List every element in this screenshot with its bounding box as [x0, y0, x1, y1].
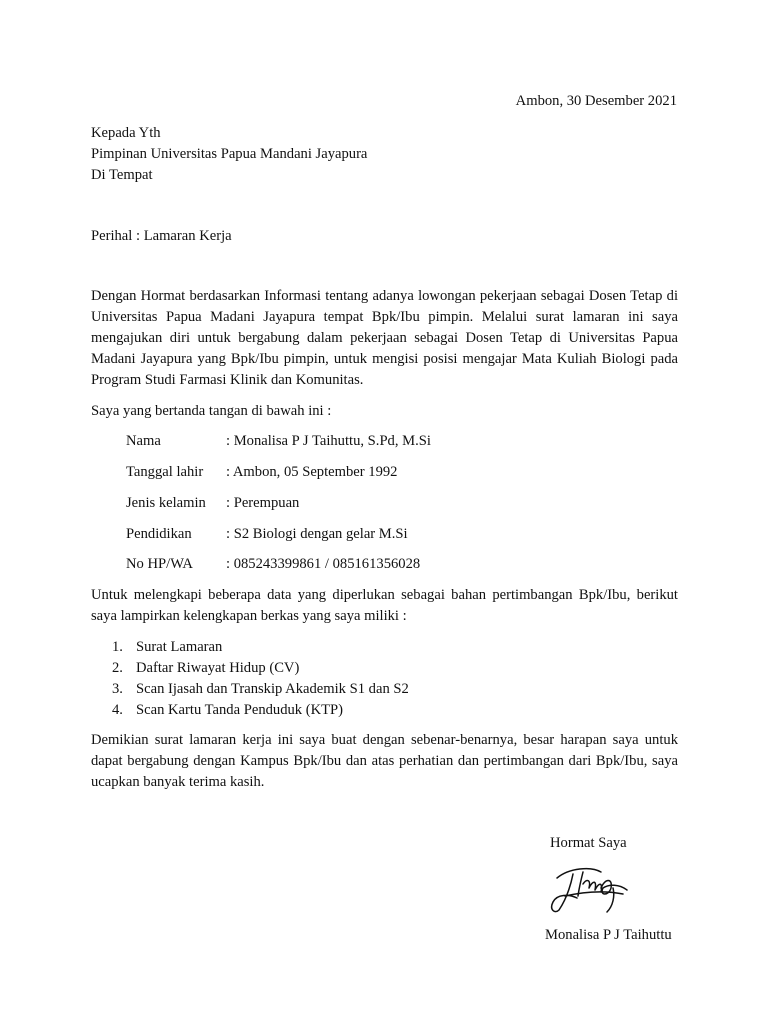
list-item — [112, 679, 409, 700]
identity-label: Nama — [126, 433, 161, 449]
recipient-block — [91, 123, 367, 186]
list-number: 3. — [112, 681, 123, 697]
identity-label: Tanggal lahir — [126, 464, 204, 480]
list-text: Surat Lamaran — [136, 639, 223, 655]
opening-paragraph: Dengan Hormat berdasarkan Informasi tentang adanya lowongan pekerjaan sebagai Dosen Tetap di Universitas Papua Madani Jayapura tempat Bpk/Ibu pimpin. Melalui surat lamaran ini saya mengajukan diri untuk bergabung dalam pekerjaan sebagai Dosen Tetap di Universitas Papua Madani Jayapura yang Bpk/Ibu pimpin, untuk mengisi posisi mengajar Mata Kuliah Biologi pada Program Studi Farmasi Klinik dan Komunitas. — [91, 288, 678, 388]
handwritten-signature — [543, 858, 631, 918]
recipient-line-3: Di Tempat — [91, 167, 153, 183]
list-text: Daftar Riwayat Hidup (CV) — [136, 660, 300, 676]
list-number: 2. — [112, 660, 123, 676]
identity-label: No HP/WA — [126, 556, 193, 572]
list-number: 1. — [112, 639, 123, 655]
identity-value: : Ambon, 05 September 1992 — [226, 464, 398, 480]
subject-line: Perihal : Lamaran Kerja — [91, 228, 232, 244]
closing-salutation: Hormat Saya — [550, 835, 627, 851]
identity-value: : Perempuan — [226, 495, 300, 511]
identity-value: : Monalisa P J Taihuttu, S.Pd, M.Si — [226, 433, 431, 449]
list-item — [112, 658, 409, 679]
place-date: Ambon, 30 Desember 2021 — [515, 93, 677, 109]
attachments-list — [112, 637, 409, 721]
list-item — [112, 637, 409, 658]
recipient-line-1: Kepada Yth — [91, 125, 161, 141]
identity-label: Pendidikan — [126, 526, 192, 542]
identity-value: : S2 Biologi dengan gelar M.Si — [226, 526, 408, 542]
list-item — [112, 700, 409, 721]
recipient-line-2: Pimpinan Universitas Papua Mandani Jayapura — [91, 146, 368, 162]
attachments-intro: Untuk melengkapi beberapa data yang diperlukan sebagai bahan pertimbangan Bpk/Ibu, berikut saya lampirkan kelengkapan berkas yang saya miliki : — [91, 587, 678, 624]
identity-intro: Saya yang bertanda tangan di bawah ini : — [91, 403, 332, 419]
closing-paragraph: Demikian surat lamaran kerja ini saya buat dengan sebenar-benarnya, besar harapan saya untuk dapat bergabung dengan Kampus Bpk/Ibu dan atas perhatian dan pertimbangan dari Bpk/Ibu, saya ucapkan banyak terima kasih. — [91, 732, 678, 790]
list-number: 4. — [112, 702, 123, 718]
list-text: Scan Ijasah dan Transkip Akademik S1 dan S2 — [136, 681, 409, 697]
identity-value: : 085243399861 / 085161356028 — [226, 556, 421, 572]
identity-label: Jenis kelamin — [126, 495, 206, 511]
list-text: Scan Kartu Tanda Penduduk (KTP) — [136, 702, 344, 718]
signer-name: Monalisa P J Taihuttu — [545, 927, 672, 943]
